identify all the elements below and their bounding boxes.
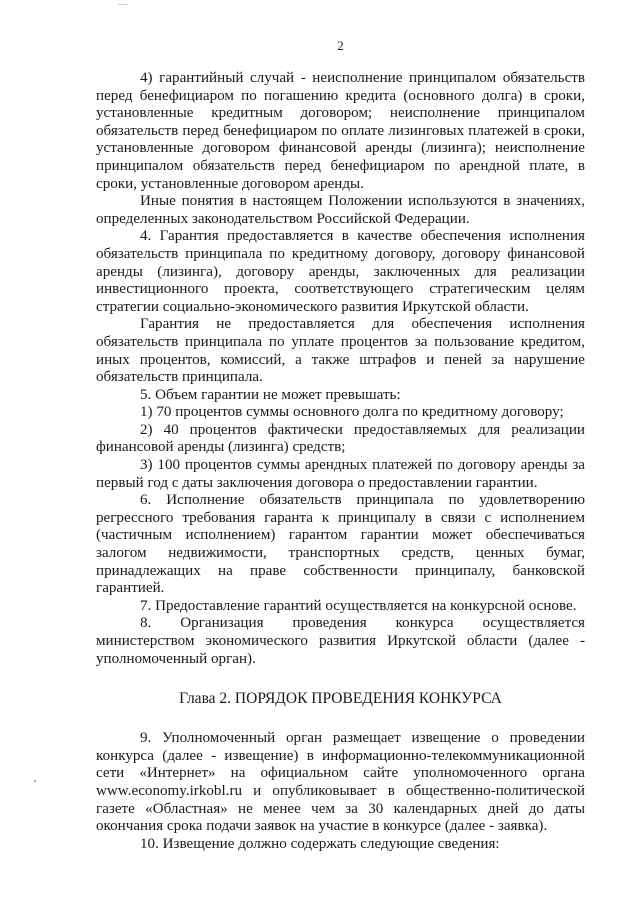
scan-speck — [118, 4, 128, 5]
paragraph-item-5: 5. Объем гарантии не может превышать: — [140, 386, 401, 403]
paragraph-item-5-1: 1) 70 процентов суммы основного долга по кредитному договору; — [140, 404, 564, 421]
paragraph-item-9: 9. Уполномоченный орган размещает извещение о проведении конкурса (далее - извещение) в информационно-телекоммуникационной сети «Интернет» на официальном сайте уполномоченного органа www.economy.irkobl.ru и опубликовывает в общественно-политической газете «Областная» не менее чем за 30 календарных дней до даты окончания срока подачи заявок на участие в конкурсе (далее - заявка). — [96, 730, 585, 835]
margin-dot — [34, 780, 36, 782]
paragraph-guarantee-case: 4) гарантийный случай - неисполнение принципалом обязательств перед бенефициаром по погашению кредита (основного долга) в сроки, установленные кредитным договором; неисполнение принципалом обязательств перед бенефициаром по оплате лизинговых платежей в сроки, установленные договором финансовой аренды (лизинга); неисполнение принципалом обязательств перед бенефициаром по арендной плате, в сроки, установленные договором аренды. — [96, 70, 585, 192]
paragraph-item-5-2: 2) 40 процентов фактически предоставляемых для реализации финансовой аренды (лизинга) средств; — [96, 421, 585, 456]
paragraph-not-provided: Гарантия не предоставляется для обеспечения исполнения обязательств принципала по уплате процентов за пользование кредитом, иных процентов, комиссий, а также штрафов и пеней за нарушение обязательств принципала. — [96, 316, 585, 386]
paragraph-item-6: 6. Исполнение обязательств принципала по удовлетворению регрессного требования гаранта к принципалу в связи с исполнением (частичным исполнением) гарантом гарантии может обеспечиваться залогом недвижимости, транспортных средств, ценных бумаг, принадлежащих на праве собственности принципалу, банковской гарантией. — [96, 492, 585, 597]
page-number: 2 — [337, 38, 344, 53]
paragraph-item-5-3: 3) 100 процентов суммы арендных платежей по договору аренды за первый год с даты заключения договора о предоставлении гарантии. — [96, 457, 585, 491]
paragraph-item-8: 8. Организация проведения конкурса осуществляется министерством экономического развития Иркутской области (далее - уполномоченный орган). — [96, 615, 585, 667]
paragraph-item-7: 7. Предоставление гарантий осуществляется на конкурсной основе. — [140, 597, 577, 614]
paragraph-item-4: 4. Гарантия предоставляется в качестве обеспечения исполнения обязательств принципала по кредитному договору, договору финансовой аренды (лизинга), договору аренды, заключенных для реализации инвестиционного проекта, соответствующего стратегическим целям стратегии социально-экономического развития Иркутской области. — [96, 228, 585, 315]
chapter-title: Глава 2. ПОРЯДОК ПРОВЕДЕНИЯ КОНКУРСА — [179, 690, 502, 708]
paragraph-other-terms: Иные понятия в настоящем Положении используются в значениях, определенных законодательством Российской Федерации. — [96, 193, 585, 227]
paragraph-item-10: 10. Извещение должно содержать следующие сведения: — [140, 835, 500, 852]
